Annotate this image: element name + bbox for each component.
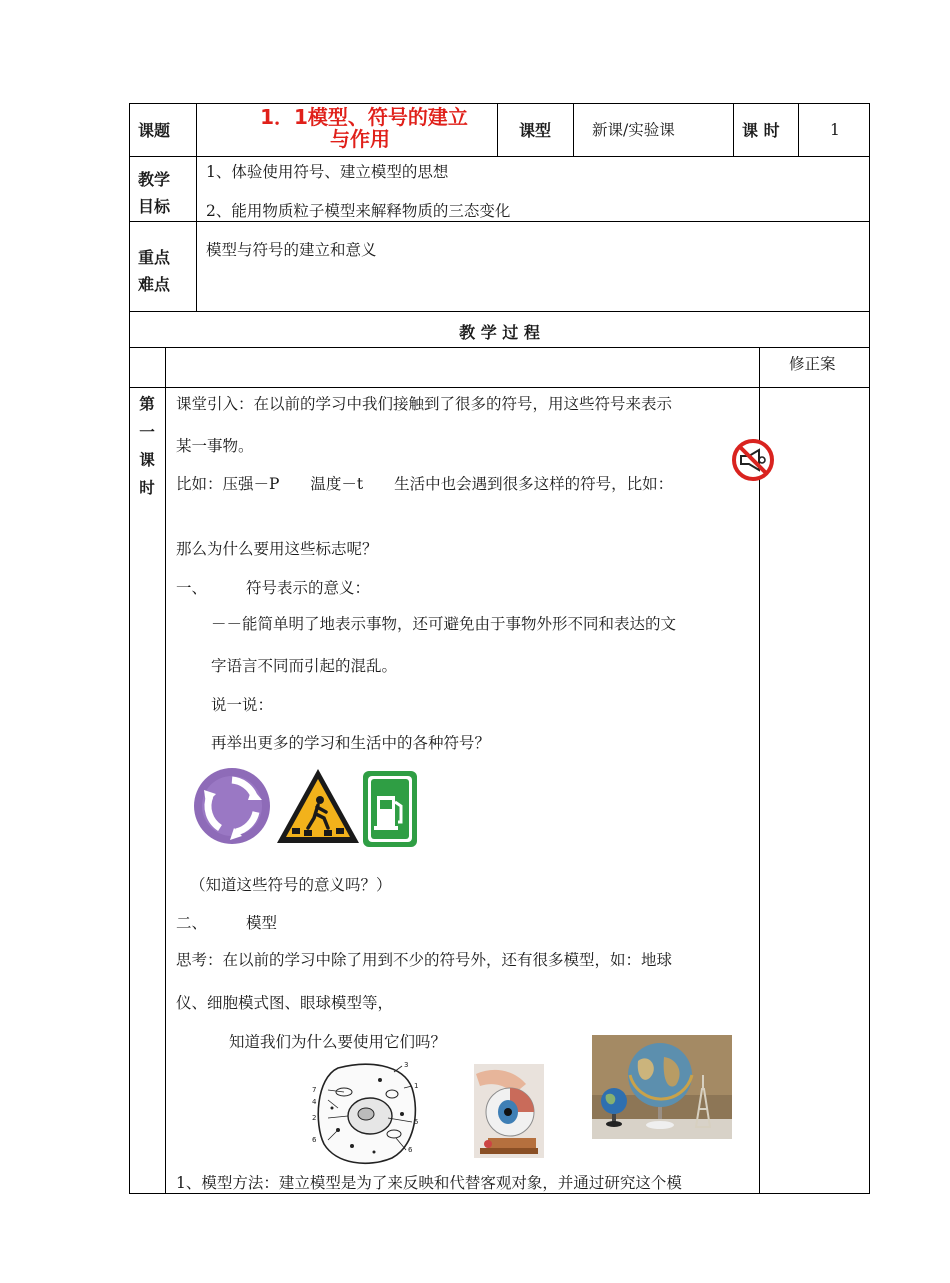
hours-value: 1 xyxy=(830,121,840,139)
side-char-3: 课 xyxy=(139,451,155,469)
no-horn-icon xyxy=(731,438,775,482)
lesson-title xyxy=(234,106,494,150)
roundabout-sign-icon xyxy=(192,766,272,846)
keypoints-label-line1: 重点 xyxy=(138,248,171,267)
type-value: 新课/实验课 xyxy=(592,121,675,139)
cell-label-5: 5 xyxy=(414,1118,419,1126)
lesson-title-line1: 1．1模型、符号的建立 xyxy=(260,105,468,129)
cell-diagram-image xyxy=(308,1058,428,1168)
cell-label-2: 2 xyxy=(312,1114,317,1122)
section-2-number: 二、 xyxy=(176,914,208,932)
method-line: 1、模型方法：建立模型是为了来反映和代替客观对象，并通过研究这个模 xyxy=(176,1174,682,1192)
cell-label-3: 3 xyxy=(404,1061,409,1069)
example-line: 比如：压强－P 温度－t 生活中也会遇到很多这样的符号，比如： xyxy=(176,475,674,493)
topic-label: 课题 xyxy=(138,121,171,140)
lesson-side-label xyxy=(136,390,158,502)
side-char-2: 一 xyxy=(139,423,155,441)
intro-line-2: 某一事物。 xyxy=(176,437,254,455)
more-line: 再举出更多的学习和生活中的各种符号？ xyxy=(211,734,491,752)
revision-label: 修正案 xyxy=(789,355,836,373)
side-char-1: 第 xyxy=(139,395,155,413)
process-heading: 教 学 过 程 xyxy=(459,323,540,342)
cell-label-1: 1 xyxy=(414,1082,419,1090)
intro-line-1: 课堂引入：在以前的学习中我们接触到了很多的符号，用这些符号来表示 xyxy=(176,395,673,413)
crosswalk-warning-icon xyxy=(274,766,362,846)
say-line: 说一说： xyxy=(211,696,274,714)
goal-item-1: 1、体验使用符号、建立模型的思想 xyxy=(206,163,449,181)
side-char-4: 时 xyxy=(139,479,155,497)
section-2-title: 模型 xyxy=(246,914,278,932)
goals-label-line2: 目标 xyxy=(138,197,171,216)
meaning-line-1: －－能简单明了地表示事物，还可避免由于事物外形不同和表达的文 xyxy=(211,615,677,633)
cell-label-7: 7 xyxy=(312,1086,317,1094)
gas-station-sign-icon xyxy=(362,770,418,848)
keypoints-text: 模型与符号的建立和意义 xyxy=(206,241,377,259)
goals-label-line1: 教学 xyxy=(138,170,171,189)
goals-label xyxy=(138,166,170,220)
section-1-title: 符号表示的意义： xyxy=(246,579,371,597)
cell-label-6a: 6 xyxy=(312,1136,317,1144)
think-line-1: 思考：在以前的学习中除了用到不少的符号外，还有很多模型，如：地球 xyxy=(176,951,673,969)
globes-photo-image xyxy=(592,1035,732,1139)
keypoints-label-line2: 难点 xyxy=(138,275,171,294)
type-label: 课型 xyxy=(519,121,552,140)
goal-item-2: 2、能用物质粒子模型来解释物质的三态变化 xyxy=(206,202,511,220)
eye-model-image xyxy=(474,1064,544,1158)
lesson-title-line2: 与作用 xyxy=(330,127,390,151)
meaning-line-2: 字语言不同而引起的混乱。 xyxy=(211,657,398,675)
whyuse-line: 知道我们为什么要使用它们吗？ xyxy=(229,1033,447,1051)
section-1-number: 一、 xyxy=(176,579,208,597)
cell-label-4: 4 xyxy=(312,1098,317,1106)
know-line: （知道这些符号的意义吗？） xyxy=(190,876,392,894)
hours-label: 课 时 xyxy=(742,121,780,140)
cell-label-6b: 6 xyxy=(408,1146,413,1154)
why-line: 那么为什么要用这些标志呢？ xyxy=(176,540,378,558)
keypoints-label xyxy=(138,244,170,298)
think-line-2: 仪、细胞模式图、眼球模型等， xyxy=(176,994,394,1012)
